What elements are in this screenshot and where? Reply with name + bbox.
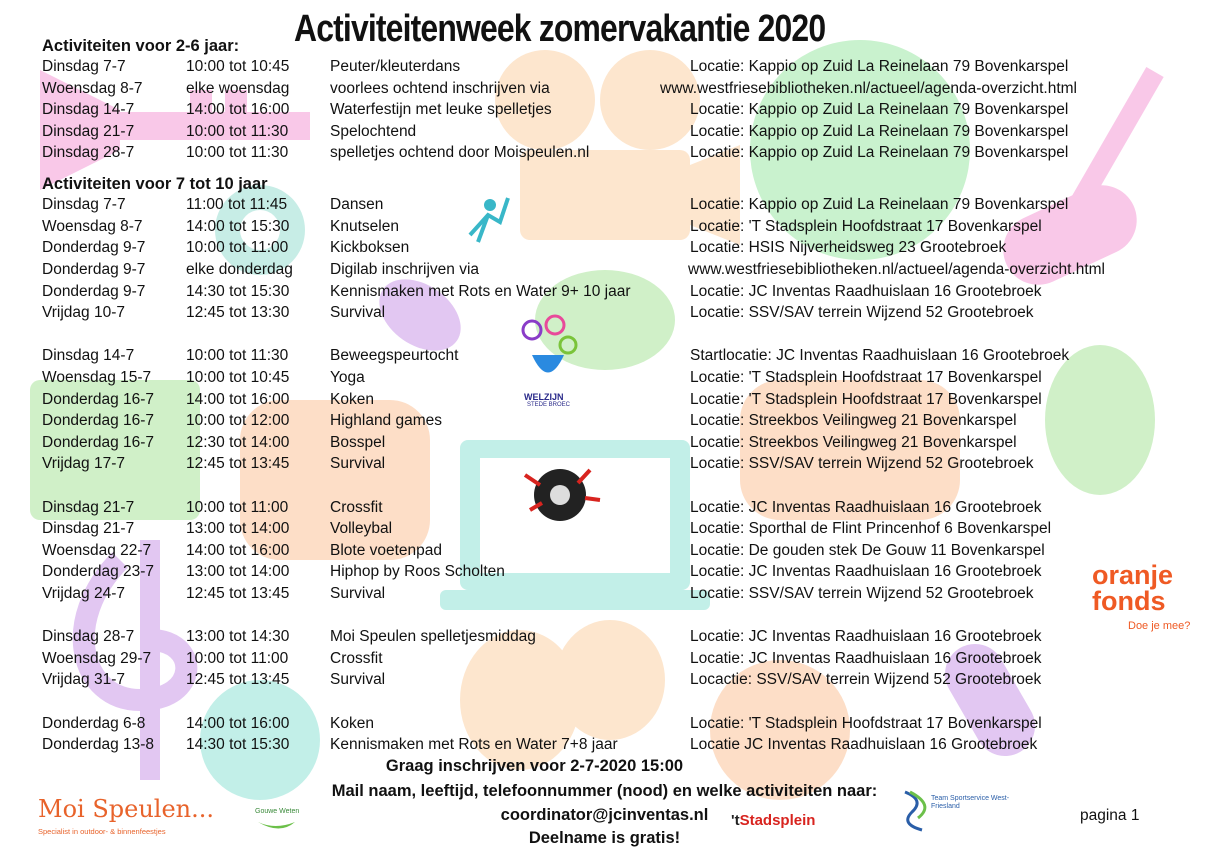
day: Woensdag 8-7 <box>42 218 143 235</box>
location: Locatie: Kappio op Zuid La Reinelaan 79 Bovenkarspel <box>690 144 1069 161</box>
activity: Yoga <box>330 369 365 386</box>
activity-row <box>0 281 1209 303</box>
activity-row <box>0 648 1209 670</box>
day: Dinsdag 7-7 <box>42 196 126 213</box>
location: Locatie: JC Inventas Raadhuislaan 16 Grootebroek <box>690 628 1042 645</box>
team-sportservice-logo: Team Sportservice West-Friesland <box>931 795 1010 810</box>
day: Dinsdag 21-7 <box>42 520 135 537</box>
time: 10:00 tot 11:00 <box>186 499 289 516</box>
day: Dinsdag 28-7 <box>42 144 135 161</box>
activity-row <box>0 237 1209 259</box>
moi-speulen-tagline: Specialist in outdoor- & binnenfeestjes <box>38 827 166 836</box>
time: 14:30 tot 15:30 <box>186 283 290 300</box>
activity-row <box>0 734 1209 756</box>
time: 10:00 tot 10:45 <box>186 58 290 75</box>
day: Vrijdag 17-7 <box>42 455 126 472</box>
activity: Kickboksen <box>330 239 410 256</box>
activity: Hiphop by Roos Scholten <box>330 563 505 580</box>
time: 10:00 tot 11:30 <box>186 123 289 140</box>
day: Donderdag 9-7 <box>42 283 146 300</box>
activity: Crossfit <box>330 499 383 516</box>
location: Locatie: JC Inventas Raadhuislaan 16 Grootebroek <box>690 499 1042 516</box>
location-link[interactable]: www.westfriesebibliotheken.nl/actueel/agenda-overzicht.html <box>660 80 1077 97</box>
activity: Moi Speulen spelletjesmiddag <box>330 628 536 645</box>
time: 12:45 tot 13:45 <box>186 455 290 472</box>
location: Locatie: SSV/SAV terrein Wijzend 52 Grootebroek <box>690 585 1034 602</box>
time: 14:00 tot 16:00 <box>186 542 290 559</box>
time: 13:00 tot 14:30 <box>186 628 290 645</box>
activity-row <box>0 345 1209 367</box>
mail-instruction: Mail naam, leeftijd, telefoonnummer (nood) en welke activiteiten naar: <box>331 782 878 800</box>
activity-row <box>0 121 1209 143</box>
section-heading-7-10: Activiteiten voor 7 tot 10 jaar <box>42 175 268 193</box>
time: 14:00 tot 15:30 <box>186 218 290 235</box>
location: Locatie: 'T Stadsplein Hoofdstraat 17 Bovenkarspel <box>690 218 1042 235</box>
stadsplein-logo <box>731 812 815 829</box>
activity: Peuter/kleuterdans <box>330 58 461 75</box>
location: Locatie: Kappio op Zuid La Reinelaan 79 Bovenkarspel <box>690 123 1069 140</box>
day: Woensdag 8-7 <box>42 80 143 97</box>
location: Locatie: Streekbos Veilingweg 21 Bovenkarspel <box>690 412 1017 429</box>
activity: Kennismaken met Rots en Water 9+ 10 jaar <box>330 283 631 300</box>
location: Locatie: Kappio op Zuid La Reinelaan 79 Bovenkarspel <box>690 58 1069 75</box>
time: 10:00 tot 11:30 <box>186 347 289 364</box>
day: Donderdag 16-7 <box>42 391 155 408</box>
activity-row <box>0 216 1209 238</box>
activity-row <box>0 561 1209 583</box>
day: Donderdag 13-8 <box>42 736 155 753</box>
day: Dinsdag 7-7 <box>42 58 126 75</box>
day: Dinsdag 21-7 <box>42 499 135 516</box>
activity: Crossfit <box>330 650 383 667</box>
activity: Spelochtend <box>330 123 417 140</box>
activity-row <box>0 99 1209 121</box>
activity-row <box>0 432 1209 454</box>
day: Donderdag 23-7 <box>42 563 155 580</box>
location-link[interactable]: www.westfriesebibliotheken.nl/actueel/agenda-overzicht.html <box>688 261 1105 278</box>
time: elke donderdag <box>186 261 293 278</box>
day: Vrijdag 10-7 <box>42 304 126 321</box>
location: Locatie: 'T Stadsplein Hoofdstraat 17 Bovenkarspel <box>690 715 1042 732</box>
activity: Koken <box>330 715 374 732</box>
location: Locatie: Streekbos Veilingweg 21 Bovenkarspel <box>690 434 1017 451</box>
section-heading-2-6: Activiteiten voor 2-6 jaar: <box>42 37 240 55</box>
activity-row <box>0 453 1209 475</box>
activity: Digilab inschrijven via <box>330 261 480 278</box>
location: Locatie: JC Inventas Raadhuislaan 16 Grootebroek <box>690 650 1042 667</box>
day: Dinsdag 14-7 <box>42 347 135 364</box>
activity: Koken <box>330 391 374 408</box>
day: Woensdag 15-7 <box>42 369 152 386</box>
activity: Highland games <box>330 412 443 429</box>
location: Locatie: JC Inventas Raadhuislaan 16 Grootebroek <box>690 283 1042 300</box>
activity-row <box>0 142 1209 164</box>
time: 11:00 tot 11:45 <box>186 196 288 213</box>
time: 12:30 tot 14:00 <box>186 434 290 451</box>
stadsplein-prefix: 't <box>731 812 740 829</box>
activity-row <box>0 583 1209 605</box>
day: Donderdag 6-8 <box>42 715 146 732</box>
activity: Bosspel <box>330 434 386 451</box>
time: 12:45 tot 13:45 <box>186 585 290 602</box>
activity-row <box>0 259 1209 281</box>
time: 10:00 tot 11:00 <box>186 650 289 667</box>
day: Dinsdag 28-7 <box>42 628 135 645</box>
activity: Survival <box>330 304 386 321</box>
location: Locactie: SSV/SAV terrein Wijzend 52 Grootebroek <box>690 671 1042 688</box>
day: Dinsdag 14-7 <box>42 101 135 118</box>
activity: Survival <box>330 671 386 688</box>
location: Locatie: SSV/SAV terrein Wijzend 52 Grootebroek <box>690 304 1034 321</box>
activity: Waterfestijn met leuke spelletjes <box>330 101 552 118</box>
activity: Dansen <box>330 196 384 213</box>
free-participation: Deelname is gratis! <box>528 829 681 847</box>
oranje-fonds-tagline: Doe je mee? <box>1128 620 1191 632</box>
day: Dinsdag 21-7 <box>42 123 135 140</box>
activity: Beweegspeurtocht <box>330 347 459 364</box>
activity: Survival <box>330 455 386 472</box>
time: 14:30 tot 15:30 <box>186 736 290 753</box>
time: 12:45 tot 13:30 <box>186 304 290 321</box>
activity-row <box>0 410 1209 432</box>
day: Donderdag 9-7 <box>42 239 146 256</box>
location: Locatie: Kappio op Zuid La Reinelaan 79 Bovenkarspel <box>690 101 1069 118</box>
time: 13:00 tot 14:00 <box>186 563 290 580</box>
day: Donderdag 16-7 <box>42 412 155 429</box>
time: 10:00 tot 11:30 <box>186 144 289 161</box>
time: 10:00 tot 10:45 <box>186 369 290 386</box>
activity: Kennismaken met Rots en Water 7+8 jaar <box>330 736 618 753</box>
day: Vrijdag 31-7 <box>42 671 126 688</box>
day: Woensdag 22-7 <box>42 542 152 559</box>
day: Donderdag 16-7 <box>42 434 155 451</box>
day: Donderdag 9-7 <box>42 261 146 278</box>
deadline-text: Graag inschrijven voor 2-7-2020 15:00 <box>385 757 684 775</box>
time: 14:00 tot 16:00 <box>186 391 290 408</box>
activity-row <box>0 389 1209 411</box>
stadsplein-name: Stadsplein <box>739 812 816 829</box>
activity: Knutselen <box>330 218 399 235</box>
activity: voorlees ochtend inschrijven via <box>330 80 550 97</box>
activity-row <box>0 497 1209 519</box>
activity-row <box>0 56 1209 78</box>
welzijn-logo-sub: STEDE BROEC <box>527 402 571 408</box>
location: Locatie: HSIS Nijverheidsweg 23 Grootebroek <box>690 239 1007 256</box>
time: 12:45 tot 13:45 <box>186 671 290 688</box>
activity: Survival <box>330 585 386 602</box>
welzijn-logo: WELZIJN <box>524 392 564 402</box>
location: Locatie JC Inventas Raadhuislaan 16 Grootebroek <box>690 736 1038 753</box>
location: Locatie: De gouden stek De Gouw 11 Bovenkarspel <box>690 542 1045 559</box>
activity-row <box>0 367 1209 389</box>
time: 14:00 tot 16:00 <box>186 101 290 118</box>
time: 13:00 tot 14:00 <box>186 520 290 537</box>
location: Locatie: Sporthal de Flint Princenhof 6 Bovenkarspel <box>690 520 1052 537</box>
activity: Blote voetenpad <box>330 542 443 559</box>
activity-row <box>0 302 1209 324</box>
location: Locatie: 'T Stadsplein Hoofdstraat 17 Bovenkarspel <box>690 391 1042 408</box>
activity-row <box>0 78 1209 100</box>
gouwe-weten-logo: Gouwe Weten <box>255 808 300 815</box>
location: Locatie: SSV/SAV terrein Wijzend 52 Grootebroek <box>690 455 1034 472</box>
page-number: pagina 1 <box>1080 807 1140 824</box>
day: Vrijdag 24-7 <box>42 585 126 602</box>
time: 14:00 tot 16:00 <box>186 715 290 732</box>
moi-speulen-logo: Moi Speulen... <box>38 795 215 823</box>
time: 10:00 tot 12:00 <box>186 412 290 429</box>
activity-row <box>0 669 1209 691</box>
day: Woensdag 29-7 <box>42 650 152 667</box>
time: 10:00 tot 11:00 <box>186 239 289 256</box>
oranje-fonds-logo: oranje fonds <box>1092 560 1174 616</box>
activity-row <box>0 540 1209 562</box>
activity-row <box>0 518 1209 540</box>
location: Locatie: Kappio op Zuid La Reinelaan 79 Bovenkarspel <box>690 196 1069 213</box>
location: Locatie: 'T Stadsplein Hoofdstraat 17 Bovenkarspel <box>690 369 1042 386</box>
activity-row <box>0 713 1209 735</box>
location: Locatie: JC Inventas Raadhuislaan 16 Grootebroek <box>690 563 1042 580</box>
location: Startlocatie: JC Inventas Raadhuislaan 16 Grootebroek <box>690 347 1070 364</box>
page-title: Activiteitenweek zomervakantie 2020 <box>294 8 826 50</box>
activity-row <box>0 626 1209 648</box>
activity-row <box>0 194 1209 216</box>
time: elke woensdag <box>186 80 290 97</box>
activity: Volleybal <box>330 520 393 537</box>
activity: spelletjes ochtend door Moispeulen.nl <box>330 144 590 161</box>
email-link[interactable]: coordinator@jcinventas.nl <box>500 806 709 824</box>
